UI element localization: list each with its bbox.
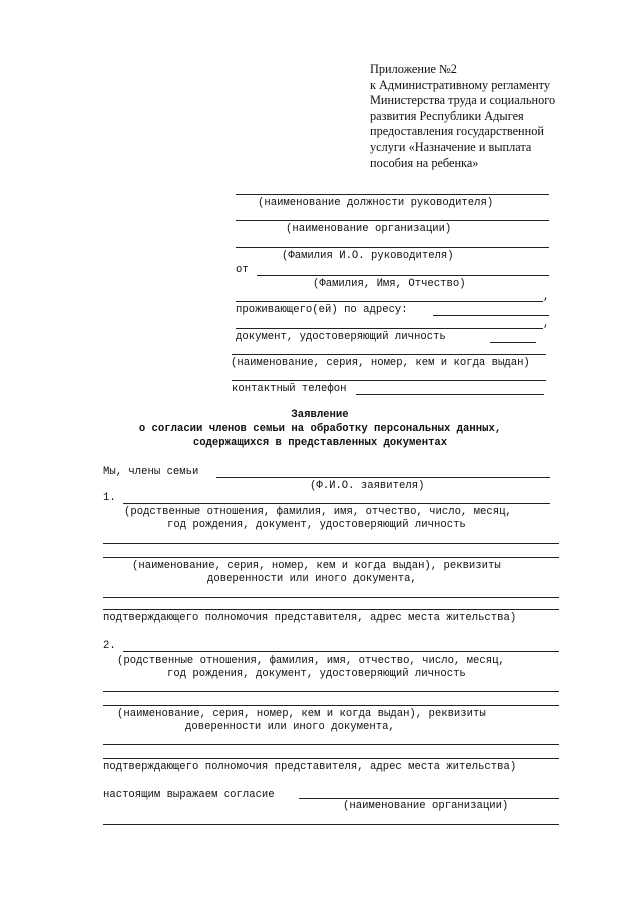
we-family-label: Мы, члены семьи [103,466,199,478]
title-line: Заявление [291,409,349,421]
comma: , [543,318,550,330]
appendix-line: предоставления государственной [370,124,544,139]
member-caption: доверенности или иного документа, [207,573,417,585]
member-line[interactable] [103,691,559,692]
member-caption: доверенности или иного документа, [185,721,395,733]
residing-label: проживающего(ей) по адресу: [236,304,408,316]
member-caption: (наименование, серия, номер, кем и когда выдан), реквизиты [117,708,486,720]
identity-doc-caption: (наименование, серия, номер, кем и когда выдан) [231,357,530,369]
applicant-line[interactable] [216,477,550,478]
appendix-line: Приложение №2 [370,62,457,76]
applicant-name-line[interactable] [257,275,549,276]
consent-caption: (наименование организации) [343,800,509,812]
identity-doc-line[interactable] [490,342,536,343]
member-number: 2. [103,640,116,652]
consent-organization-line[interactable] [299,798,559,799]
member-line[interactable] [123,651,559,652]
phone-line[interactable] [356,394,544,395]
applicant-name-caption: (Фамилия, Имя, Отчество) [313,278,466,290]
member-line[interactable] [103,557,559,558]
member-number: 1. [103,492,116,504]
identity-doc-line-2[interactable] [232,354,546,355]
appendix-line: к Административному регламенту [370,77,551,92]
appendix-line: Министерства труда и социального [370,93,556,108]
address-line[interactable] [433,315,549,316]
title-line: содержащихся в представленных документах [192,437,448,449]
appendix-line: пособия на ребенка» [370,155,479,170]
member-line[interactable] [103,609,559,610]
consent-label: настоящим выражаем согласие [103,789,275,801]
appendix-line: услуги «Назначение и выплата [370,139,532,154]
from-label: от [236,264,249,276]
title-line: о согласии членов семьи на обработку персональных данных, [138,423,502,435]
member-caption: год рождения, документ, удостоверяющий личность [167,519,466,531]
member-caption: (родственные отношения, фамилия, имя, отчество, число, месяц, [124,506,512,518]
member-line[interactable] [103,744,559,745]
member-caption: подтверждающего полномочия представителя, адрес места жительства) [103,612,517,624]
address-line-2[interactable] [236,328,543,329]
member-caption: (родственные отношения, фамилия, имя, отчество, число, месяц, [117,655,505,667]
consent-line-2[interactable] [103,824,559,825]
phone-label: контактный телефон [232,383,347,395]
identity-doc-label: документ, удостоверяющий личность [236,331,446,343]
member-line[interactable] [103,543,559,544]
head-position-line[interactable] [236,194,549,195]
appendix-block [370,62,590,171]
head-position-caption: (наименование должности руководителя) [258,197,494,209]
applicant-caption: (Ф.И.О. заявителя) [310,480,425,492]
organization-caption: (наименование организации) [286,223,452,235]
member-line[interactable] [103,597,559,598]
member-line[interactable] [123,503,550,504]
organization-line[interactable] [236,220,549,221]
member-caption: подтверждающего полномочия представителя, адрес места жительства) [103,761,517,773]
appendix-line: развития Республики Адыгея [370,108,524,123]
member-line[interactable] [103,705,559,706]
member-line[interactable] [103,758,559,759]
head-name-caption: (Фамилия И.О. руководителя) [282,250,454,262]
head-name-line[interactable] [236,247,549,248]
member-caption: год рождения, документ, удостоверяющий личность [167,668,466,680]
member-caption: (наименование, серия, номер, кем и когда выдан), реквизиты [132,560,501,572]
comma: , [543,291,550,303]
applicant-name-line-2[interactable] [236,301,543,302]
identity-doc-line-3[interactable] [232,380,546,381]
